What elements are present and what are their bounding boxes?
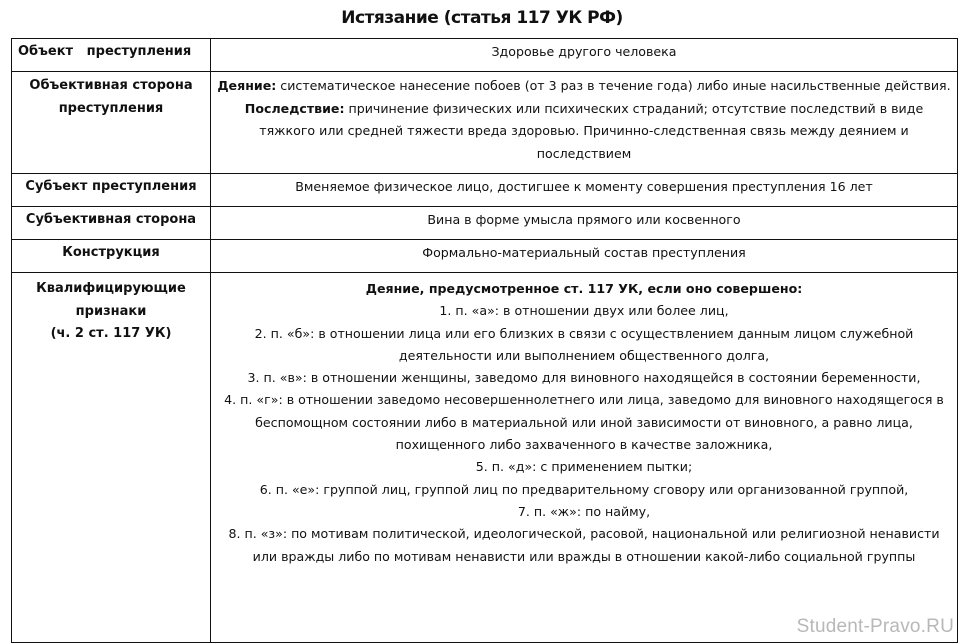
table-row-subjective-side bbox=[12, 207, 958, 240]
row-value: Вина в форме умысла прямого или косвенного bbox=[211, 207, 958, 240]
row-label bbox=[12, 273, 211, 643]
row-label-line: признаки bbox=[75, 303, 147, 319]
row-label-line: (ч. 2 ст. 117 УК) bbox=[50, 326, 172, 341]
row-label: Объект преступления bbox=[12, 39, 211, 72]
row-value: Вменяемое физическое лицо, достигшее к моменту совершения преступления 16 лет bbox=[211, 174, 958, 207]
qualifying-heading: Деяние, предусмотренное ст. 117 УК, если оно совершено: bbox=[365, 281, 803, 296]
list-item: 7. п. «ж»: по найму, bbox=[517, 503, 651, 519]
row-label-line: Квалифицирующие bbox=[36, 281, 186, 296]
consequence-text: причинение физических или психических страданий; отсутствие последствий в виде тяжкого или средней тяжести вреда здоровью. Причинно-следственная связь между деянием и последствием bbox=[259, 100, 924, 161]
act-text: систематическое нанесение побоев (от 3 раз в течение года) либо иные насильственные действия. bbox=[276, 78, 951, 93]
row-label-line: преступления bbox=[58, 100, 164, 116]
list-item: 2. п. «б»: в отношении лица или его близких в связи с осуществлением данным лицом служебной деятельности или выполнением общественного долга, bbox=[254, 325, 914, 363]
act-label: Деяние: bbox=[217, 78, 277, 93]
table-row-qualifying-features bbox=[12, 273, 958, 643]
list-item: 5. п. «д»: с применением пытки; bbox=[475, 459, 693, 475]
table-row-subject bbox=[12, 174, 958, 207]
page-title: Истязание (статья 117 УК РФ) bbox=[341, 8, 623, 28]
row-label bbox=[12, 72, 211, 174]
row-value bbox=[211, 273, 958, 643]
list-item: 8. п. «з»: по мотивам политической, идеологической, расовой, национальной или религиозной ненависти или вражды либо по мотивам ненависти или вражды в отношении какой-либо социальной группы bbox=[228, 526, 940, 564]
row-value: Формально-материальный состав преступления bbox=[211, 240, 958, 273]
consequence-label: Последствие: bbox=[244, 100, 345, 116]
row-value: Здоровье другого человека bbox=[211, 39, 958, 72]
row-value bbox=[211, 72, 958, 174]
row-label: Субъект преступления bbox=[12, 174, 211, 207]
row-label: Субъективная сторона bbox=[12, 207, 211, 240]
list-item: 4. п. «г»: в отношении заведомо несовершеннолетнего или лица, заведомо для виновного находящегося в беспомощном состоянии либо в материальной или иной зависимости от виновного, а равно лица, похищенного либо захваченного в качестве заложника, bbox=[224, 392, 944, 453]
list-item: 3. п. «в»: в отношении женщины, заведомо для виновного находящейся в состоянии беременности, bbox=[247, 370, 921, 386]
table-row-object bbox=[12, 39, 958, 72]
watermark: Student-Pravo.RU bbox=[796, 616, 954, 637]
row-label-line: Объективная сторона bbox=[29, 78, 193, 93]
row-label: Конструкция bbox=[12, 240, 211, 273]
list-item: 6. п. «е»: группой лиц, группой лиц по предварительному сговору или организованной группой, bbox=[259, 481, 909, 497]
table-row-construction bbox=[12, 240, 958, 273]
table-row-objective-side bbox=[12, 72, 958, 174]
crime-elements-table bbox=[11, 38, 958, 643]
list-item: 1. п. «а»: в отношении двух или более лиц, bbox=[439, 303, 729, 319]
